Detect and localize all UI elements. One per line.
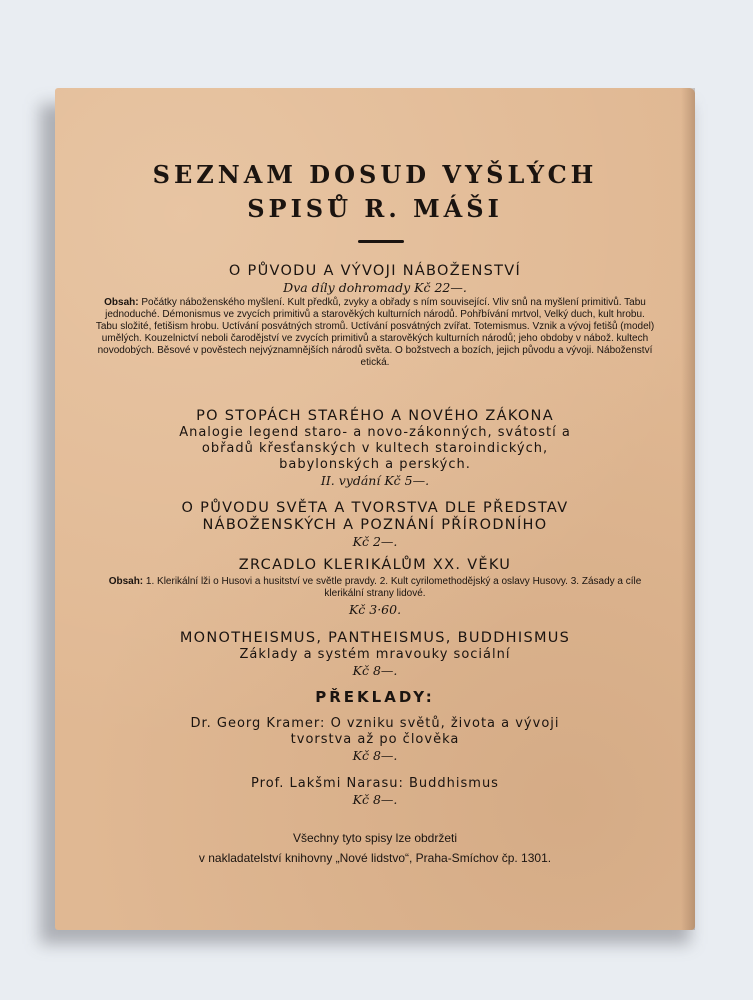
book-entry-puvod-sveta — [95, 500, 655, 549]
book-contents — [95, 297, 655, 369]
book-subtitle-line-2: obřadů křesťanských v kultech staroindických, — [201, 441, 549, 456]
book-entry-zrcadlo — [95, 557, 655, 617]
book-entry-monotheismus — [95, 630, 655, 678]
book-title: PO STOPÁCH STARÉHO A NOVÉHO ZÁKONA — [196, 408, 554, 424]
book-price: Dva díly dohromady Kč 22—. — [283, 280, 467, 295]
book-title: O PŮVODU A VÝVOJI NÁBOŽENSTVÍ — [228, 263, 522, 279]
book-title: MONOTHEISMUS, PANTHEISMUS, BUDDHISMUS — [179, 630, 571, 646]
book-price: II. vydání Kč 5—. — [320, 473, 430, 488]
translation-entry-narasu — [95, 776, 655, 807]
book-subtitle-line-1: Analogie legend staro- a novo-zákonných, svátostí a — [179, 425, 571, 440]
book-back-cover — [55, 88, 695, 930]
title-divider — [358, 240, 404, 243]
book-title-line-1: O PŮVODU SVĚTA A TVORSTVA DLE PŘEDSTAV — [181, 500, 569, 516]
translation-entry-kramer — [95, 716, 655, 763]
book-entry-puvod-nabozenstvi — [95, 263, 655, 371]
contents-label: Obsah: — [104, 297, 139, 308]
book-title-line-2: NÁBOŽENSKÝCH A POZNÁNÍ PŘÍRODNÍHO — [202, 517, 548, 533]
translation-price: Kč 8—. — [352, 748, 398, 763]
translation-price: Kč 8—. — [352, 792, 398, 807]
publisher-footer — [95, 828, 655, 868]
translation-line-1: Prof. Lakšmi Narasu: Buddhismus — [251, 776, 499, 791]
translations-heading — [95, 688, 655, 706]
contents-label: Obsah: — [108, 576, 144, 587]
book-price: Kč 8—. — [352, 663, 398, 678]
title-line-1: SEZNAM DOSUD VYŠLÝCH — [152, 160, 598, 189]
book-title: ZRCADLO KLERIKÁLŮM XX. VĚKU — [238, 557, 512, 573]
book-subtitle-line-3: babylonských a perských. — [279, 457, 471, 472]
title-line-2: SPISŮ R. MÁŠI — [247, 194, 503, 223]
book-price: Kč 2—. — [352, 534, 398, 549]
footer-line-2: v nakladatelství knihovny „Nové lidstvo“, Praha-Smíchov čp. 1301. — [198, 851, 552, 865]
book-contents — [95, 576, 655, 600]
book-price: Kč 3·60. — [348, 602, 402, 617]
contents-text: Počátky náboženského myšlení. Kult předků, zvyky a obřady s ním související. Vliv snů na myšlení primitivů. Tabu jednoduché. Démonismus ve zvycích primitivů a starověkých kulturních národů. Pohřbívání mrtvol, Velký duch, kult hrobu. Tabu složité, fetišism hrobu. Uctívání posvátných stromů. Uctívání posvátných zvířat. Totemismus. Vznik a vývoj fetišů (model) umělých. Kouzelnictví neboli čarodějství ve zvycích primitivů a starověkých kulturních národů; jeho obdoby v nábož. kultech novodobých. Běsové v pověstech nejvýznamnějších národů světa. O božstvech a bozích, jejich původu a vývoji. Náboženství etická. — [95, 297, 655, 368]
page-title — [55, 158, 695, 226]
translation-line-1: Dr. Georg Kramer: O vzniku světů, života a vývoji — [190, 716, 560, 731]
translation-line-2: tvorstva až po člověka — [290, 732, 460, 747]
book-entry-po-stopach — [95, 408, 655, 488]
book-subtitle: Základy a systém mravouky sociální — [239, 647, 511, 662]
footer-line-1: Všechny tyto spisy lze obdržeti — [292, 831, 458, 845]
contents-text: 1. Klerikální lži o Husovi a husitství ve světle pravdy. 2. Kult cyrilomethodějský a oslavy Husovy. 3. Zásady a cíle klerikální strany lidové. — [145, 576, 642, 599]
translations-heading-text: PŘEKLADY: — [315, 688, 435, 706]
